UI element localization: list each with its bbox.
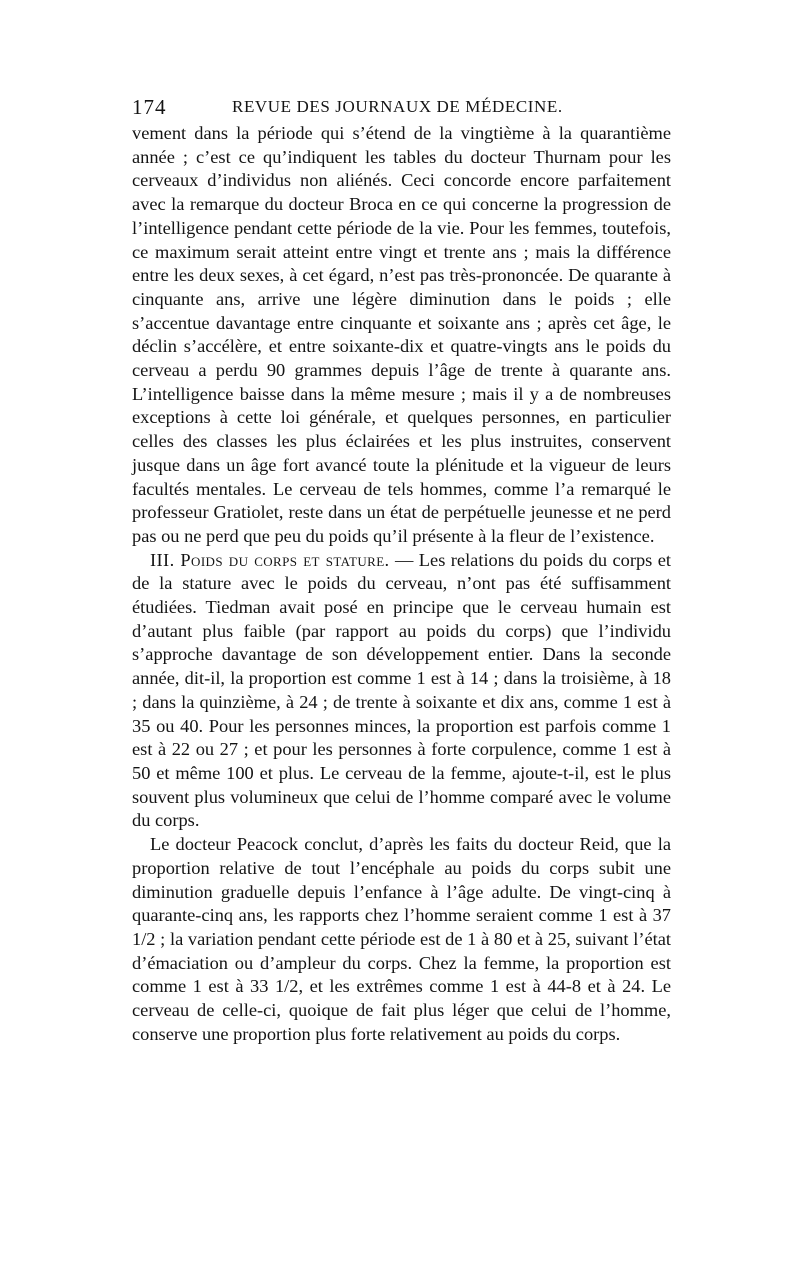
paragraph-brain-weight-age: vement dans la période qui s’étend de la vingtième à la quarantième année ; c’est ce qu’indiquent les tables du docteur Thurnam pour les cerveaux d’individus non aliénés. Ceci concorde encore parfaitement avec la remarque du docteur Broca en ce qui concerne la progression de l’intelligence pendant cette période de la vie. Pour les femmes, toutefois, ce maximum serait atteint entre vingt et trente ans ; mais la différence entre les deux sexes, à cet égard, n’est pas très-prononcée. De quarante à cinquante ans, arrive une légère diminution dans le poids ; elle s’accentue davantage entre cinquante et soixante ans ; après cet âge, le déclin s’accélère, et entre soixante-dix et quatre-vingts ans le poids du cerveau a perdu 90 grammes depuis l’âge de trente à quarante ans. L’intelligence baisse dans la même mesure ; mais il y a de nombreuses exceptions à cette loi générale, et quelques personnes, en particulier celles des classes les plus éclairées et les plus instruites, conservent jusque dans un âge fort avancé toute la plénitude et la vigueur de leurs facultés mentales. Le cerveau de tels hommes, comme l’a remarqué le professeur Gratiolet, reste dans un état de perpétuelle jeunesse et ne perd pas ou ne perd que peu du poids qu’il présente à la fleur de l’existence. xyxy=(132,123,671,546)
paragraph-text: — Les relations du poids du corps et de la stature avec le poids du cerveau, n’ont pas été suffisamment étudiées. Tiedman avait posé en principe que le cerveau humain est d’autant plus faible (par rapport au poids du corps) que l’individu s’approche davantage de son développement entier. Dans la seconde année, dit-il, la proportion est comme 1 est à 14 ; dans la troisième, à 18 ; dans la quinzième, à 24 ; de trente à soixante et dix ans, comme 1 est à 35 ou 40. Pour les personnes minces, la proportion est parfois comme 1 est à 22 ou 27 ; et pour les personnes à forte corpulence, comme 1 est à 50 et même 100 et plus. Le cerveau de la femme, ajoute-t-il, est le plus souvent plus volumineux que celui de l’homme comparé avec le volume du corps. xyxy=(132,549,671,831)
paragraph-peacock: Le docteur Peacock conclut, d’après les faits du docteur Reid, que la proportion relative de tout l’encéphale au poids du corps subit une diminution graduelle depuis l’enfance à l’âge adulte. De vingt-cinq à quarante-cinq ans, les rapports chez l’homme seraient comme 1 est à 37 1/2 ; la variation pendant cette période est de 1 à 80 et à 25, suivant l’état d’émaciation ou d’ampleur du corps. Chez la femme, la proportion est comme 1 est à 33 1/2, et les extrêmes comme 1 est à 44-8 et à 24. Le cerveau de celle-ci, quoique de fait plus léger que celui de l’homme, conserve une proportion plus forte relativement au poids du corps. xyxy=(132,834,671,1044)
paragraph-body-weight-stature xyxy=(132,549,671,833)
running-header xyxy=(132,92,671,122)
page-number: 174 xyxy=(132,95,167,119)
journal-title: REVUE DES JOURNAUX DE MÉDECINE. xyxy=(232,97,563,116)
book-page xyxy=(132,92,671,1046)
section-heading: III. Poids du corps et stature. xyxy=(150,549,390,570)
